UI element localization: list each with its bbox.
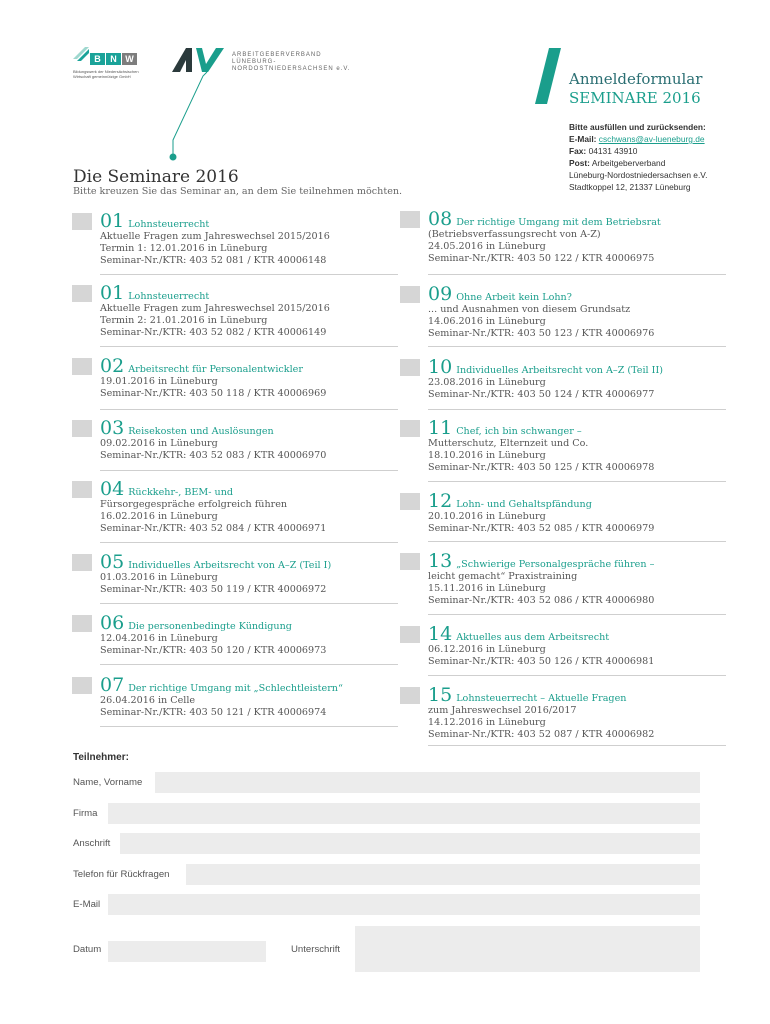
divider <box>100 542 398 543</box>
seminar-number: 08 <box>428 208 453 230</box>
seminar-subtitle: leicht gemacht“ Praxistraining <box>428 571 578 582</box>
seminar-checkbox[interactable] <box>72 677 92 694</box>
seminar-number-ktr: Seminar-Nr./KTR: 403 50 126 / KTR 40006981 <box>428 656 655 667</box>
bnw-letter-n: N <box>106 53 121 65</box>
seminar-heading <box>428 209 726 229</box>
seminar-number-ktr: Seminar-Nr./KTR: 403 50 121 / KTR 40006974 <box>100 707 327 718</box>
seminar-checkbox[interactable] <box>400 687 420 704</box>
seminar-title: Lohnsteuerrecht – Aktuelle Fragen <box>456 693 627 704</box>
seminar-heading <box>428 551 726 571</box>
seminar-heading <box>428 418 726 438</box>
seminar-item <box>100 418 398 462</box>
seminar-date: 14.12.2016 in Lüneburg <box>428 717 546 728</box>
divider <box>100 346 398 347</box>
email-field-label: E-Mail <box>73 899 101 910</box>
seminar-number-ktr: Seminar-Nr./KTR: 403 50 123 / KTR 40006976 <box>428 328 655 339</box>
form-subtitle: SEMINARE 2016 <box>569 89 701 107</box>
seminar-heading <box>428 624 726 644</box>
date-label: Datum <box>73 944 102 955</box>
seminars-intro: Bitte kreuzen Sie das Seminar an, an dem Sie teilnehmen möchten. <box>73 186 403 197</box>
signature-label: Unterschrift <box>291 944 341 955</box>
seminar-checkbox[interactable] <box>72 420 92 437</box>
seminar-title: Arbeitsrecht für Personalentwickler <box>128 364 303 375</box>
seminar-title: Lohnsteuerrecht <box>128 291 210 302</box>
seminar-checkbox[interactable] <box>400 493 420 510</box>
seminar-number-ktr: Seminar-Nr./KTR: 403 52 087 / KTR 40006982 <box>428 729 655 740</box>
seminar-item <box>100 283 398 339</box>
seminar-number-ktr: Seminar-Nr./KTR: 403 50 120 / KTR 40006973 <box>100 645 327 656</box>
seminar-title: Aktuelles aus dem Arbeitsrecht <box>456 632 610 643</box>
seminar-checkbox[interactable] <box>72 554 92 571</box>
post-line2: Lüneburg-Nordostniedersachsen e.V. <box>569 170 708 180</box>
seminar-title: „Schwierige Personalgespräche führen – <box>456 559 655 570</box>
seminar-title: Der richtige Umgang mit „Schlechtleistern“ <box>128 683 343 694</box>
seminar-number: 10 <box>428 356 453 378</box>
bnw-letter-w: W <box>122 53 137 65</box>
phone-label: Telefon für Rückfragen <box>73 869 170 880</box>
seminar-item <box>428 685 726 741</box>
seminar-date: 18.10.2016 in Lüneburg <box>428 450 546 461</box>
seminar-heading <box>428 357 726 377</box>
seminar-item <box>428 209 726 265</box>
seminar-heading <box>428 284 726 304</box>
seminar-title: Reisekosten und Auslösungen <box>128 426 274 437</box>
divider <box>428 541 726 542</box>
seminar-item <box>428 357 726 401</box>
address-field[interactable] <box>120 833 700 854</box>
name-field[interactable] <box>155 772 700 793</box>
slash-accent-icon <box>535 48 565 104</box>
seminar-subtitle: ... und Ausnahmen von diesem Grundsatz <box>428 304 631 315</box>
seminar-title: Individuelles Arbeitsrecht von A–Z (Teil I) <box>128 560 332 571</box>
seminar-heading <box>100 418 398 438</box>
seminar-date: 12.04.2016 in Lüneburg <box>100 633 218 644</box>
seminar-item <box>100 613 398 657</box>
seminar-date: 24.05.2016 in Lüneburg <box>428 241 546 252</box>
post-line3: Stadtkoppel 12, 21337 Lüneburg <box>569 182 691 192</box>
seminar-subtitle: Fürsorgegespräche erfolgreich führen <box>100 499 288 510</box>
seminar-title: Die personenbedingte Kündigung <box>128 621 292 632</box>
divider <box>428 346 726 347</box>
company-label: Firma <box>73 808 98 819</box>
seminar-number-ktr: Seminar-Nr./KTR: 403 52 085 / KTR 40006979 <box>428 523 655 534</box>
seminar-title: Lohn- und Gehaltspfändung <box>456 499 592 510</box>
seminar-subtitle: Mutterschutz, Elternzeit und Co. <box>428 438 589 449</box>
divider <box>428 675 726 676</box>
seminar-number: 12 <box>428 490 453 512</box>
seminar-number: 07 <box>100 674 125 696</box>
seminar-number-ktr: Seminar-Nr./KTR: 403 52 083 / KTR 40006970 <box>100 450 327 461</box>
contact-block <box>569 121 759 193</box>
seminar-subtitle: (Betriebsverfassungsrecht von A-Z) <box>428 229 601 240</box>
seminar-title: Lohnsteuerrecht <box>128 219 210 230</box>
seminar-number: 03 <box>100 417 125 439</box>
seminar-date: 19.01.2016 in Lüneburg <box>100 376 218 387</box>
seminar-title: Ohne Arbeit kein Lohn? <box>456 292 572 303</box>
seminar-checkbox[interactable] <box>400 211 420 228</box>
seminar-item <box>100 552 398 596</box>
seminar-date: 15.11.2016 in Lüneburg <box>428 583 546 594</box>
seminar-item <box>428 418 726 474</box>
av-logo-text <box>232 52 352 73</box>
fax-number: 04131 43910 <box>588 146 638 156</box>
seminar-date: 06.12.2016 in Lüneburg <box>428 644 546 655</box>
divider <box>428 409 726 410</box>
seminar-title: Individuelles Arbeitsrecht von A–Z (Teil II) <box>456 365 663 376</box>
seminar-item <box>428 491 726 535</box>
bnw-stripes-icon <box>73 47 89 61</box>
seminar-heading <box>428 491 726 511</box>
seminar-date: 01.03.2016 in Lüneburg <box>100 572 218 583</box>
bnw-subtitle: Bildungswerk der Niedersächsischen Wirtschaft gemeinnützige GmbH <box>73 69 139 79</box>
seminar-date: 20.10.2016 in Lüneburg <box>428 511 546 522</box>
divider <box>428 274 726 275</box>
seminar-number: 14 <box>428 623 453 645</box>
seminar-date: Termin 2: 21.01.2016 in Lüneburg <box>100 315 268 326</box>
seminar-number: 15 <box>428 684 453 706</box>
seminar-title: Rückkehr-, BEM- und <box>128 487 234 498</box>
seminar-heading <box>100 283 398 303</box>
divider <box>100 726 398 727</box>
email-field[interactable] <box>108 894 700 915</box>
seminar-checkbox[interactable] <box>400 359 420 376</box>
seminar-number-ktr: Seminar-Nr./KTR: 403 50 118 / KTR 40006969 <box>100 388 327 399</box>
av-line2: LÜNEBURG- <box>232 59 277 65</box>
form-title: Anmeldeformular <box>569 70 703 88</box>
seminar-number-ktr: Seminar-Nr./KTR: 403 50 125 / KTR 40006978 <box>428 462 655 473</box>
seminar-item <box>428 551 726 607</box>
bnw-letter-b: B <box>90 53 105 65</box>
divider <box>428 745 726 746</box>
seminar-subtitle: Aktuelle Fragen zum Jahreswechsel 2015/2016 <box>100 303 330 314</box>
seminar-checkbox[interactable] <box>72 615 92 632</box>
seminar-number: 04 <box>100 478 125 500</box>
seminar-subtitle: zum Jahreswechsel 2016/2017 <box>428 705 577 716</box>
divider <box>100 664 398 665</box>
seminar-title: Der richtige Umgang mit dem Betriebsrat <box>456 217 661 228</box>
seminar-item <box>428 624 726 668</box>
av-line3: NORDOSTNIEDERSACHSEN e.V. <box>232 66 351 72</box>
divider <box>100 603 398 604</box>
seminar-title: Chef, ich bin schwanger – <box>456 426 582 437</box>
seminar-number-ktr: Seminar-Nr./KTR: 403 50 122 / KTR 40006975 <box>428 253 655 264</box>
seminar-date: 09.02.2016 in Lüneburg <box>100 438 218 449</box>
seminar-heading <box>100 479 398 499</box>
contact-heading: Bitte ausfüllen und zurücksenden: <box>569 122 706 132</box>
seminar-subtitle: Aktuelle Fragen zum Jahreswechsel 2015/2016 <box>100 231 330 242</box>
seminar-number: 05 <box>100 551 125 573</box>
post-line1: Arbeitgeberverband <box>591 158 666 168</box>
seminar-heading <box>100 211 398 231</box>
divider <box>428 481 726 482</box>
seminar-checkbox[interactable] <box>400 420 420 437</box>
seminar-item <box>100 211 398 267</box>
seminar-heading <box>100 356 398 376</box>
seminar-number-ktr: Seminar-Nr./KTR: 403 52 084 / KTR 40006971 <box>100 523 327 534</box>
seminar-item <box>428 284 726 340</box>
seminar-heading <box>100 552 398 572</box>
divider <box>100 409 398 410</box>
seminar-item <box>100 356 398 400</box>
signature-field[interactable] <box>355 926 700 972</box>
seminar-heading <box>100 613 398 633</box>
seminar-date: 23.08.2016 in Lüneburg <box>428 377 546 388</box>
seminar-number-ktr: Seminar-Nr./KTR: 403 52 082 / KTR 40006149 <box>100 327 327 338</box>
divider <box>100 470 398 471</box>
name-label: Name, Vorname <box>73 777 143 788</box>
phone-field[interactable] <box>186 864 700 885</box>
participants-heading: Teilnehmer: <box>73 752 129 763</box>
email-link[interactable]: cschwans@av-lueneburg.de <box>598 134 705 144</box>
seminar-number: 01 <box>100 210 125 232</box>
seminar-checkbox[interactable] <box>72 481 92 498</box>
seminar-number: 13 <box>428 550 453 572</box>
bnw-logo <box>73 47 143 87</box>
fax-label: Fax: <box>569 146 587 156</box>
seminar-date: Termin 1: 12.01.2016 in Lüneburg <box>100 243 268 254</box>
post-label: Post: <box>569 158 590 168</box>
seminar-number-ktr: Seminar-Nr./KTR: 403 50 124 / KTR 40006977 <box>428 389 655 400</box>
seminar-heading <box>100 675 398 695</box>
seminar-date: 16.02.2016 in Lüneburg <box>100 511 218 522</box>
decorative-line <box>165 70 225 170</box>
seminar-number: 06 <box>100 612 125 634</box>
av-line1: ARBEITGEBERVERBAND <box>232 52 322 58</box>
seminar-number-ktr: Seminar-Nr./KTR: 403 50 119 / KTR 40006972 <box>100 584 327 595</box>
seminar-item <box>100 479 398 535</box>
address-label: Anschrift <box>73 838 111 849</box>
seminar-date: 26.04.2016 in Celle <box>100 695 196 706</box>
divider <box>100 274 398 275</box>
seminar-number: 01 <box>100 282 125 304</box>
seminar-number: 02 <box>100 355 125 377</box>
seminar-item <box>100 675 398 719</box>
seminar-date: 14.06.2016 in Lüneburg <box>428 316 546 327</box>
email-label: E-Mail: <box>569 134 597 144</box>
seminar-checkbox[interactable] <box>72 285 92 302</box>
seminar-checkbox[interactable] <box>72 213 92 230</box>
seminar-number: 09 <box>428 283 453 305</box>
seminar-number-ktr: Seminar-Nr./KTR: 403 52 081 / KTR 40006148 <box>100 255 327 266</box>
divider <box>428 614 726 615</box>
seminar-heading <box>428 685 726 705</box>
seminar-checkbox[interactable] <box>400 286 420 303</box>
seminar-checkbox[interactable] <box>400 553 420 570</box>
seminars-title: Die Seminare 2016 <box>73 167 239 187</box>
seminar-checkbox[interactable] <box>72 358 92 375</box>
seminar-number: 11 <box>428 417 453 439</box>
company-field[interactable] <box>108 803 700 824</box>
seminar-number-ktr: Seminar-Nr./KTR: 403 52 086 / KTR 40006980 <box>428 595 655 606</box>
seminar-checkbox[interactable] <box>400 626 420 643</box>
date-field[interactable] <box>108 941 266 962</box>
